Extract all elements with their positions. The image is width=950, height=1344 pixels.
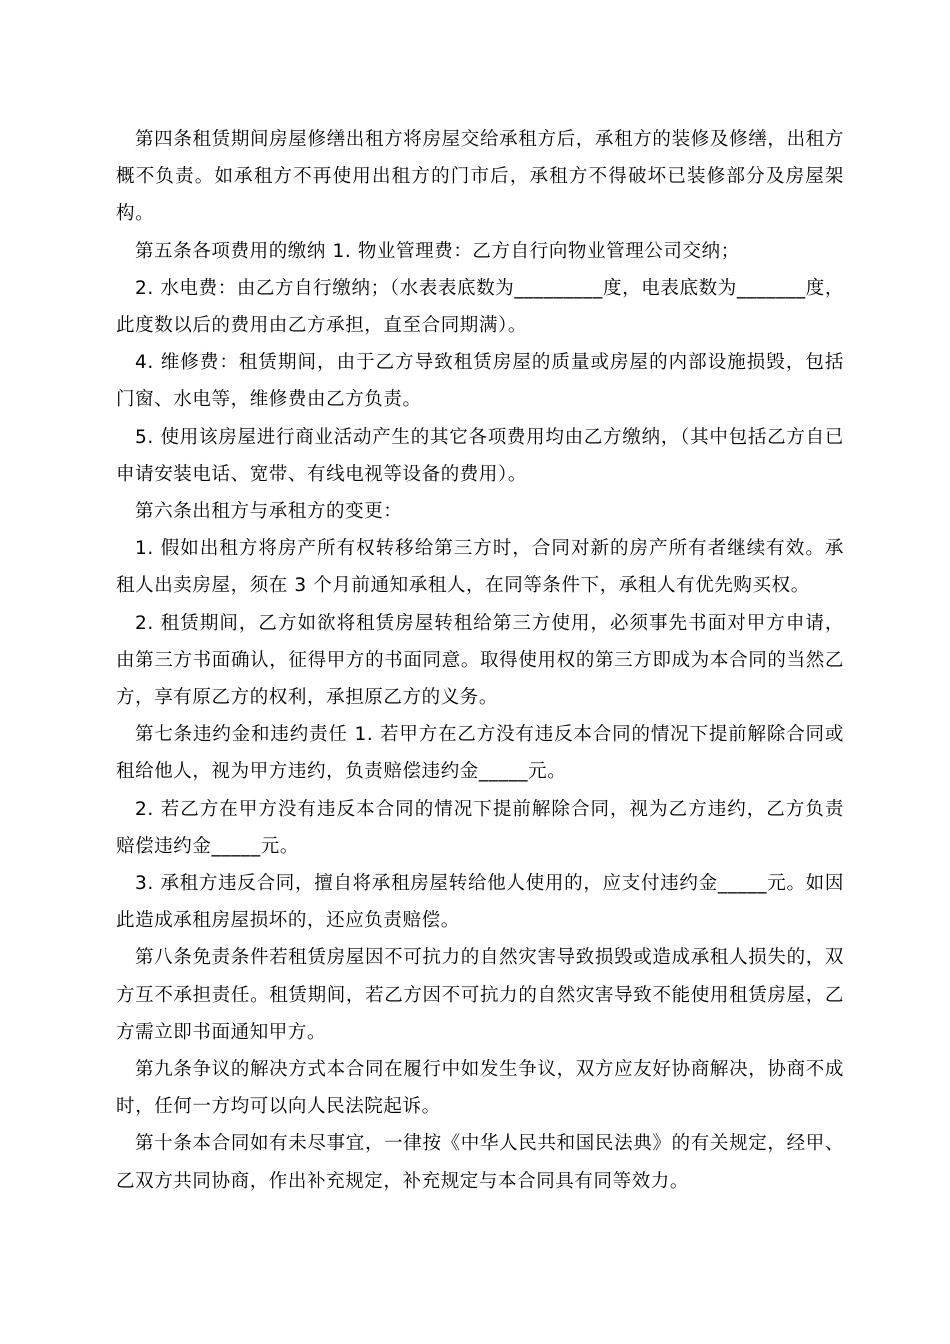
paragraph-article-4: 第四条租赁期间房屋修缮出租方将房屋交给承租方后，承租方的装修及修缮，出租方概不负责。如承租方不再使用出租方的门市后，承租方不得破坏已装修部分及房屋架构。 [116, 129, 844, 225]
paragraph-tenant-breach: 2. 若乙方在甲方没有违反本合同的情况下提前解除合同，视为乙方违约，乙方负责赔偿违约金_____元。 [116, 798, 844, 857]
paragraph-other-fees: 5. 使用该房屋进行商业活动产生的其它各项费用均由乙方缴纳，（其中包括乙方自已申请安装电话、宽带、有线电视等设备的费用）。 [116, 426, 844, 485]
paragraph-article-7: 第七条违约金和违约责任 1. 若甲方在乙方没有违反本合同的情况下提前解除合同或租给他人，视为甲方违约，负责赔偿违约金_____元。 [116, 724, 844, 783]
paragraph-article-9: 第九条争议的解决方式本合同在履行中如发生争议，双方应友好协商解决，协商不成时，任何一方均可以向人民法院起诉。 [116, 1059, 844, 1118]
paragraph-article-5: 第五条各项费用的缴纳 1. 物业管理费：乙方自行向物业管理公司交纳； [135, 240, 740, 262]
paragraph-article-10: 第十条本合同如有未尽事宜，一律按《中华人民共和国民法典》的有关规定，经甲、乙双方共同协商，作出补充规定，补充规定与本合同具有同等效力。 [116, 1133, 844, 1192]
paragraph-article-6: 第六条出租方与承租方的变更： [135, 501, 403, 523]
paragraph-ownership-transfer: 1. 假如出租方将房产所有权转移给第三方时，合同对新的房产所有者继续有效。承租人出卖房屋，须在 3 个月前通知承租人，在同等条件下，承租人有优先购买权。 [116, 538, 844, 597]
paragraph-sublease: 2. 租赁期间，乙方如欲将租赁房屋转租给第三方使用，必须事先书面对甲方申请，由第三方书面确认，征得甲方的书面同意。取得使用权的第三方即成为本合同的当然乙方，享有原乙方的权利，承担原乙方的义务。 [116, 612, 844, 709]
document-body [116, 121, 844, 1200]
paragraph-utility-fees: 2. 水电费：由乙方自行缴纳；（水表表底数为_________度，电表底数为_______度，此度数以后的费用由乙方承担，直至合同期满）。 [116, 277, 844, 337]
paragraph-maintenance-fees: 4. 维修费：租赁期间，由于乙方导致租赁房屋的质量或房屋的内部设施损毁，包括门窗、水电等，维修费由乙方负责。 [116, 352, 844, 411]
paragraph-article-8: 第八条免责条件若租赁房屋因不可抗力的自然灾害导致损毁或造成承租人损失的，双方互不承担责任。租赁期间，若乙方因不可抗力的自然灾害导致不能使用租赁房屋，乙方需立即书面通知甲方。 [116, 947, 844, 1043]
paragraph-unauthorized-sublease: 3. 承租方违反合同，擅自将承租房屋转给他人使用的，应支付违约金_____元。如因此造成承租房屋损坏的，还应负责赔偿。 [116, 873, 844, 932]
